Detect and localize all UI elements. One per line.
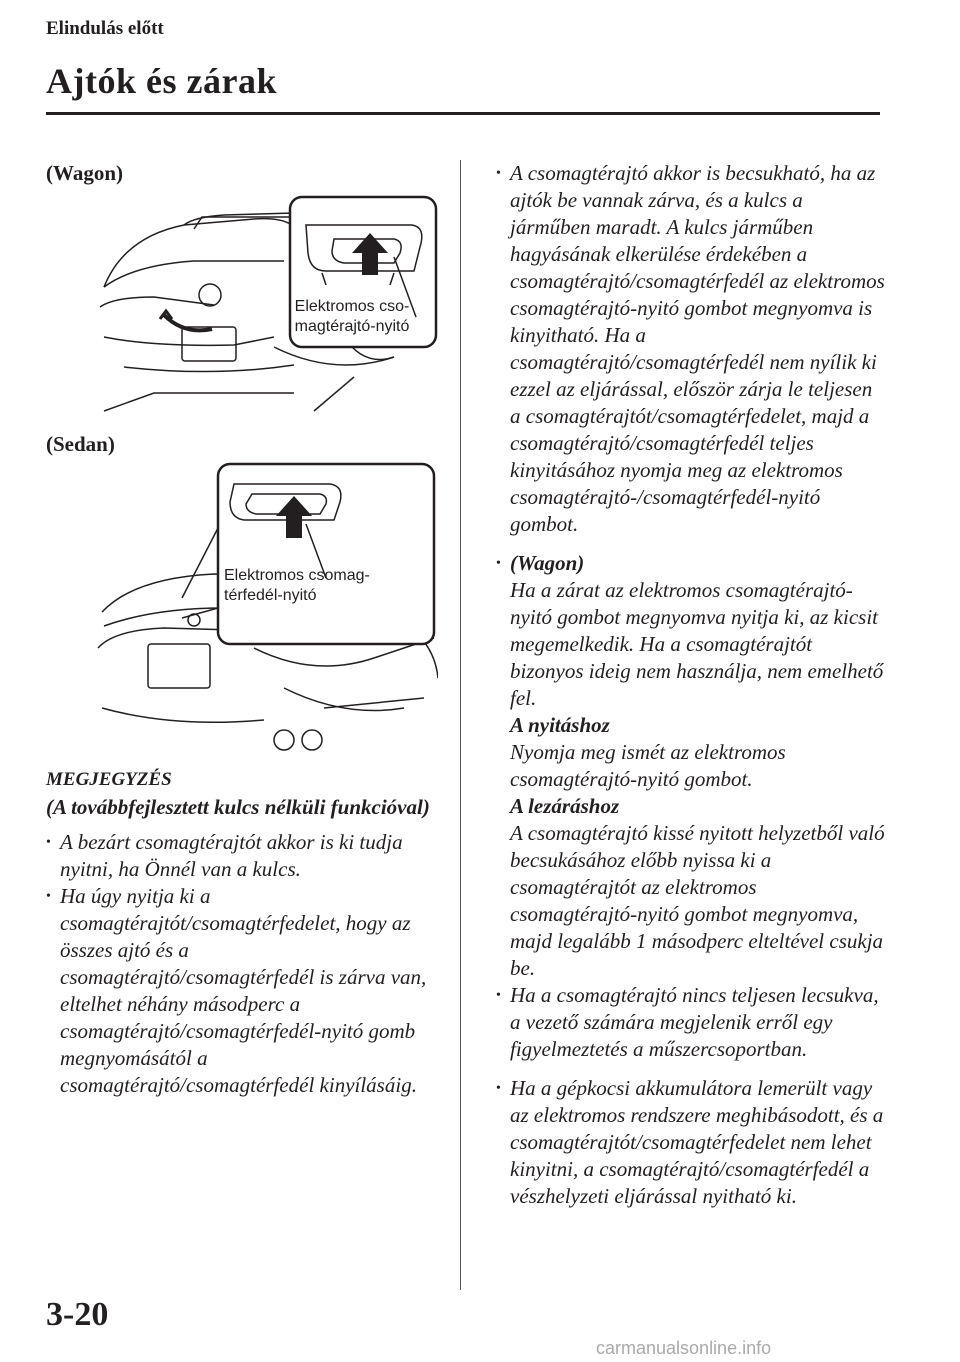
wagon-bullet-text: Ha a zárat az elektromos csomagtérajtó-nyitó gombot megnyomva nyitja ki, az kicsit megemelkedik. Ha a csomagtérajtót bizonyos ideig nem használja, nem emelhető fel. <box>510 578 884 710</box>
wagon-callout-line2: magtérajtó-nyitó <box>294 318 410 335</box>
title-rule <box>46 112 880 115</box>
column-divider <box>460 160 461 1290</box>
section-header: Elindulás előtt <box>46 18 164 39</box>
wagon-heading: (Wagon) <box>46 161 124 185</box>
watermark: carmanualsonline.info <box>596 1338 772 1358</box>
right-bullet-list <box>496 160 886 1210</box>
sedan-heading: (Sedan) <box>46 432 115 456</box>
page-title: Ajtók és zárak <box>46 61 277 101</box>
close-text: A csomagtérajtó kissé nyitott helyzetből való becsukásához előbb nyissa ki a csomagtérajtót az elektromos csomagtérajtó-nyitó gombot megnyomva, majd legalább 1 másodperc elteltével csukja be. <box>510 821 885 980</box>
list-item <box>496 550 886 982</box>
right-column <box>496 160 886 1210</box>
wagon-callout-line1: Elektromos cso- <box>294 298 410 315</box>
sedan-illustration <box>94 458 438 758</box>
sedan-callout-line2: térfedél-nyitó <box>224 587 317 604</box>
page-number: 3-20 <box>46 1296 109 1333</box>
list-item: • Ha úgy nyitja ki a csomagtérajtót/csomagtérfedelet, hogy az összes ajtó és a csomagtérajtó/csomagtérfedél is zárva van, eltelhet néhány másodperc a csomagtérajtó/csomagtérfedél-nyitó gomb megnyomásától a csomagtérajtó/csomagtérfedél kinyílásáig. <box>46 883 444 1099</box>
close-heading: A lezáráshoz <box>510 794 620 818</box>
open-heading: A nyitáshoz <box>510 713 610 737</box>
note-subheading: (A továbbfejlesztett kulcs nélküli funkcióval) <box>46 795 430 819</box>
wagon-illustration <box>94 187 438 423</box>
list-item: • A csomagtérajtó akkor is becsukható, ha az ajtók be vannak zárva, és a kulcs a járműben maradt. A kulcs járműben hagyásának elkerülése érdekében a csomagtérajtó/csomagtérfedél az elektromos csomagtérajtó-nyitó gombot megnyomva is kinyitható. Ha a csomagtérajtó/csomagtérfedél nem nyílik ki ezzel az eljárással, először zárja le teljesen a csomagtérajtót/csomagtérfedelet, majd a csomagtérajtó/csomagtérfedél teljes kinyitásához nyomja meg az elektromos csomagtérajtó-/csomagtérfedél-nyitó gombot. <box>496 160 886 538</box>
list-item: • A bezárt csomagtérajtót akkor is ki tudja nyitni, ha Önnél van a kulcs. <box>46 829 444 883</box>
sedan-callout-line1: Elektromos csomag- <box>224 567 370 584</box>
note-heading: MEGJEGYZÉS <box>46 769 172 790</box>
wagon-bullet-title: • (Wagon) <box>510 551 585 575</box>
open-text: Nyomja meg ismét az elektromos csomagtérajtó-nyitó gombot. <box>510 740 786 791</box>
note-bullet-list <box>46 829 444 1099</box>
left-column <box>46 160 444 1099</box>
list-item: • Ha a gépkocsi akkumulátora lemerült vagy az elektromos rendszere meghibásodott, és a csomagtérajtót/csomagtérfedelet nem lehet kinyitni, a csomagtérajtó/csomagtérfedél a vészhelyzeti eljárással nyitható ki. <box>496 1075 886 1210</box>
list-item: • Ha a csomagtérajtó nincs teljesen lecsukva, a vezető számára megjelenik erről egy figyelmeztetés a műszercsoportban. <box>496 982 886 1063</box>
